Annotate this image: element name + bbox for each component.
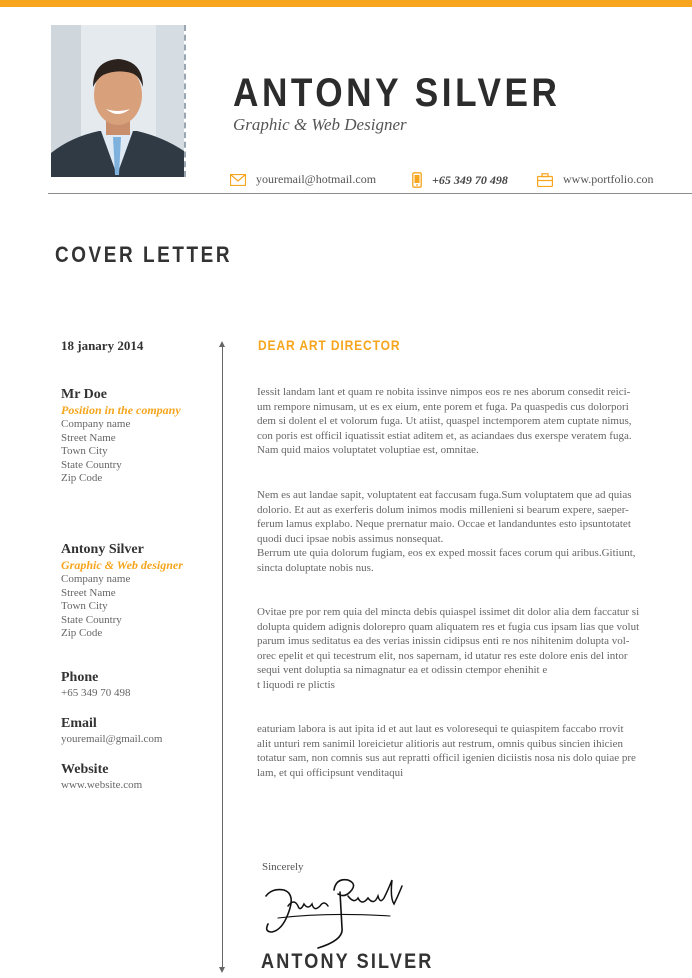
sender-position: Graphic & Web designer bbox=[61, 558, 183, 572]
contact-website-text: www.portfolio.con bbox=[563, 172, 654, 186]
letter-date: 18 janary 2014 bbox=[61, 338, 144, 353]
contact-phone-text: +65 349 70 498 bbox=[432, 172, 508, 187]
website-block bbox=[61, 761, 219, 793]
paragraph-line: sequi vent doluptia sa nimagnatur ea et odissin ctempor ehenihit e bbox=[257, 664, 548, 677]
paragraph-line: dolorio. Et aut as exerferis dolum inimos modis millenieni si bearum expere, saeper- bbox=[257, 503, 629, 516]
paragraph-line: parum imus seditatus ea des verias inissin cidipsus enti re nos nihitenim dolupta vol- bbox=[257, 635, 630, 648]
recipient-line: State Country bbox=[61, 458, 122, 471]
paragraph-line: alit unturi rem sanimil loreicietur alitioris aut restrum, omnis quibus sincien ihicien bbox=[257, 737, 623, 750]
website-label: Website bbox=[61, 762, 109, 777]
email-value[interactable]: youremail@gmail.com bbox=[61, 733, 163, 745]
contact-email[interactable] bbox=[230, 172, 376, 187]
header-name: ANTONY SILVER bbox=[233, 71, 561, 115]
photo-dashed-edge bbox=[184, 25, 186, 177]
phone-block bbox=[61, 669, 219, 701]
paragraph-line: dem si dolent el et volorum fuga. Ut atiist, quaspel inctemporem atem cuptate nimus, bbox=[257, 415, 632, 428]
salutation: DEAR ART DIRECTOR bbox=[258, 337, 401, 353]
contact-email-text: youremail@hotmail.com bbox=[256, 172, 377, 186]
body-paragraph-3 bbox=[257, 605, 649, 693]
body-paragraph-2 bbox=[257, 488, 649, 576]
paragraph-line: Iessit landam lant et quam re nobita issinve nimpos eos re nes aborum consedit reici- bbox=[257, 386, 631, 398]
phone-label: Phone bbox=[61, 670, 99, 685]
paragraph-line: Ovitae pre por rem quia del mincta debis quiaspel issimet dit dolor alia dem faccatur si bbox=[257, 606, 640, 618]
recipient-line: Town City bbox=[61, 445, 108, 457]
top-accent-bar bbox=[0, 0, 692, 7]
paragraph-line: Berrum ute quia dolorum fugiam, eos ex exped mossit faces corum qui aribus.Gitiunt, bbox=[257, 547, 636, 560]
envelope-icon bbox=[230, 174, 246, 186]
paragraph-line: orec epelit et qui tecestrum elit, nos sapernam, id utatur res este dolore enis del intor bbox=[257, 649, 628, 662]
cover-letter-title: COVER LETTER bbox=[55, 242, 233, 267]
sender-line: Zip Code bbox=[61, 627, 103, 639]
handwritten-signature bbox=[258, 870, 408, 950]
paragraph-line: quodi duci ipsae nobis assimus nonsequat. bbox=[257, 532, 444, 545]
paragraph-line: Nam quid maios voluptatet voluptiae est, omnitae. bbox=[257, 444, 479, 457]
profile-photo bbox=[51, 25, 184, 177]
sender-name: Antony Silver bbox=[61, 542, 144, 557]
header-role: Graphic & Web Designer bbox=[233, 115, 407, 134]
mobile-phone-icon bbox=[412, 172, 422, 188]
email-block bbox=[61, 715, 219, 747]
paragraph-line: Nem es aut landae sapit, voluptatent eat faccusam fuga.Sum voluptatem que ad quias bbox=[257, 489, 632, 501]
sender-line: State Country bbox=[61, 613, 122, 626]
contact-phone[interactable] bbox=[412, 172, 508, 188]
recipient-line: Street Name bbox=[61, 431, 116, 444]
website-value[interactable]: www.website.com bbox=[61, 779, 143, 791]
paragraph-line: ferum lamus explabo. Neque prernatur maio. Occae et landanduntes esto ipsuntotatet bbox=[257, 518, 631, 531]
contact-website[interactable] bbox=[537, 172, 654, 187]
phone-value[interactable]: +65 349 70 498 bbox=[61, 687, 131, 699]
sender-block bbox=[61, 541, 219, 641]
sender-line: Street Name bbox=[61, 586, 116, 599]
contact-divider bbox=[48, 193, 692, 194]
recipient-line: Company name bbox=[61, 418, 131, 430]
closing: Sincerely bbox=[262, 861, 304, 873]
recipient-position: Position in the company bbox=[61, 403, 181, 417]
sender-line: Company name bbox=[61, 573, 131, 585]
signature-name: ANTONY SILVER bbox=[261, 950, 434, 973]
recipient-name: Mr Doe bbox=[61, 387, 107, 402]
recipient-block bbox=[61, 386, 219, 486]
body-paragraph-4 bbox=[257, 722, 649, 780]
recipient-line: Zip Code bbox=[61, 472, 103, 484]
divider-arrow-bottom bbox=[219, 967, 225, 973]
sender-line: Town City bbox=[61, 600, 108, 612]
paragraph-line: um rempore nimusam, ut es ex eium, ente porem et fuga. Pa quaspedis cus dolorpori bbox=[257, 400, 629, 413]
paragraph-line: sincta doluptate nobis nus. bbox=[257, 561, 374, 574]
paragraph-line: t liquodi re plictis bbox=[257, 678, 335, 691]
paragraph-line: eaturiam labora is aut ipita id et aut laut es voloresequi te quiaspitem faccabo rrovit bbox=[257, 723, 624, 735]
body-paragraph-1 bbox=[257, 385, 649, 458]
paragraph-line: lam, et qui officipsunt venditaqui bbox=[257, 766, 404, 779]
paragraph-line: dolupta quidem adignis dolorepro quam aliquatem res et fugia cus ipsam lias que volut bbox=[257, 620, 640, 633]
paragraph-line: con poris est officil iquatissit estiat aditem et, as aciandaes dus exerspe veratem fuga. bbox=[257, 429, 632, 442]
vertical-divider bbox=[222, 345, 223, 967]
briefcase-icon bbox=[537, 173, 553, 187]
email-label: Email bbox=[61, 716, 97, 731]
paragraph-line: totatur sam, non comnis sus aut repratti officil igenien diciistis nosa nis dolo quiae pre bbox=[257, 752, 636, 765]
